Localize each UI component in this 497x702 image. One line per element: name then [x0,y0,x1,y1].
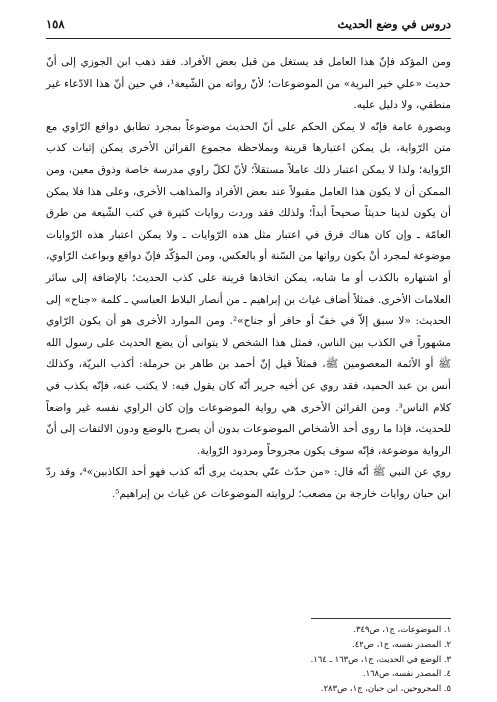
footnote-rule [311,618,451,619]
paragraph-2: وبصورة عامة فإنّه لا يمكن الحكم على أنّ الحديث موضوعاً بمجرد تطابق دوافع الرّاوي مع متن الرّواية، بل يمكن اعتبارها قرينة وبملاحظة مجموع القرائن الأخرى يمكن إثبات كذب الرّواية؛ ولذا لا يمكن اعتبار ذلك عاملاً مستقلاً؛ لأنّ لكلّ راوي مدرسة خاصة وذوق معين، ومن الممكن أن لا يكون هذا العامل مقبولاً عند بعض الأفراد والمذاهب الأخرى، وعلى هذا فلا يمكن أن يكون لدينا حديثاً صحيحاً أبداً؛ ولذلك فقد وردت روايات كثيرة في كتب الشّيعة من طرق العامّة ـ وإن كان هناك فرق في اعتبار مثل هذه الرّوايات ـ ولا يمكن اعتبار هذه الرّوايات موضوعة لمجرد أنْ يكون رواتها من السّنة أو بالعكس، ومن المؤكّد فإنّ دوافع وبواعث الرّاوي، أو اشتهاره بالكذب أو ما شابه، يمكن اتخاذها قرينة على كذب الحديث؛ بالإضافة إلى سائر العلامات الأخرى. فمثلاً أضاف غياث بن إبراهيم ـ من أنصار البلاط العباسي ـ كلمة «جناح» إلى الحديث: «لا سبق إلاّ في خفّ أو حافر أو جناح»². ومن الموارد الأخرى هو أن يكون الرّاوي مشهوراً في الكذب بين الناس، فمثل هذا الشخص لا يتوانى أن يضع الحديث على رسول الله ﷺ أو الأئمة المعصومين ﷺ، فمثلاً قيل إنّ أحمد بن طاهر بن حرملة: أكذب البريّة، وكذلك أنس بن عبد الحميد، فقد روي عن أخيه جرير أنّه كان يقول فيه: لا يكتب عنه، فإنّه يكذب في كلام الناس³. ومن القرائن الأخرى هي رواية الموضوعات وإن كان الراوي نفسه غير واضعاً للحديث، فإذا ما روى أحد الأشخاص الموضوعات بدون أن يصرح بالوضع ودون الالتفات إلى أنّ الرواية موضوعة، فإنّه سوف يكون مجروحاً ومردود الرّواية. [46,120,452,457]
page-number: ١٥٨ [46,17,65,31]
footnote-4: ٤. المصدر نفسه، ص١٦٨. [362,668,451,679]
running-header [46,14,451,34]
paragraph-1: ومن المؤكد فإنّ هذا العامل قد يستغل من قبل بعض الأفراد. فقد ذهب ابن الجوزي إلى أنّ حديث «علي خير البرية» من الموضوعات؛ لأنّ رواته من الشّيعة¹، في حين أنّ هذا الادّعاء غير منطقي، ولا دليل عليه. [46,56,451,112]
footnote-1: ١. الموضوعات، ج١، ص٣٤٩. [353,624,451,634]
footnotes [46,622,451,696]
footnote-5: ٥. المجروحين، ابن حبان، ج١، ص٢٨٣. [320,683,451,694]
main-text [46,52,451,505]
paragraph-3: روي عن النبي ﷺ أنّه قال: «من حدّث عنّي بحديث يرى أنّه كذب فهو أحد الكاذبين»⁴، وقد ردّ ابن حبان روايات خارجة بن مصعب؛ لروايته الموضوعات عن غياث بن إبراهيم⁵. [46,466,451,500]
footnote-2: ٢. المصدر نفسه، ج١، ص٤٢. [352,638,451,649]
running-title: دروس في وضع الحديث [337,17,451,31]
header-rule [46,38,451,39]
footnote-3: ٣. الوضع في الحديث، ج١، ص١٦٣ ـ ١٦٤. [310,653,451,664]
